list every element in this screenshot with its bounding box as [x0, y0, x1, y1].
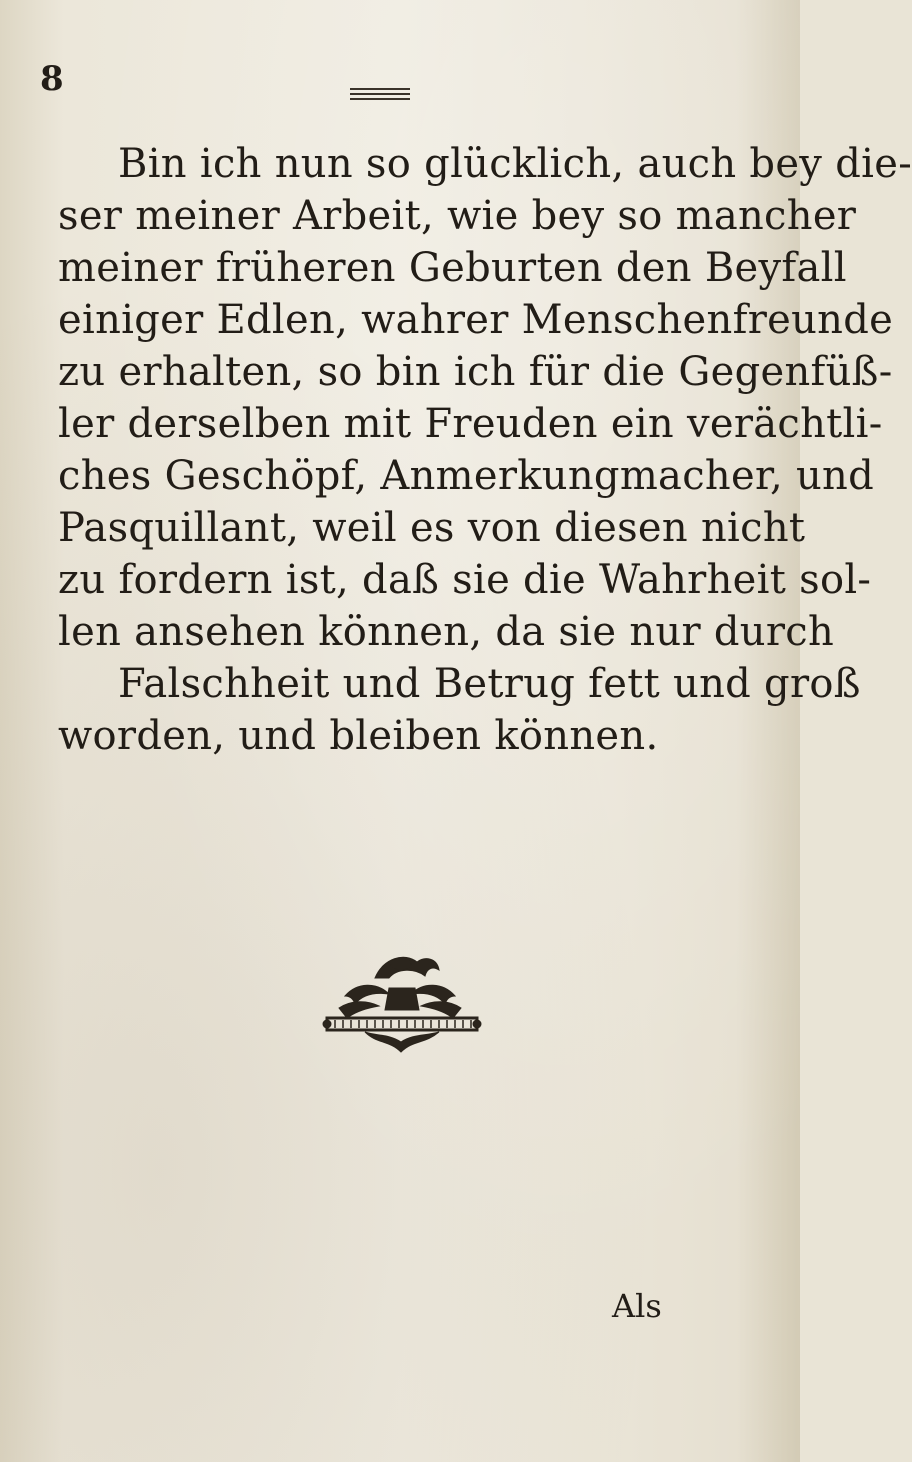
text-line: ches Geschöpf, Anmerkungmacher, und	[58, 453, 875, 499]
text-line: zu fordern ist, daß sie die Wahrheit sol-	[58, 557, 872, 603]
text-line: ler derselben mit Freuden ein verächtli-	[58, 401, 883, 447]
text-line: Pasquillant, weil es von diesen nicht	[58, 505, 806, 551]
printers-ornament-icon	[305, 948, 495, 1058]
text-line: meiner früheren Geburten den Beyfall	[58, 245, 847, 291]
text-line: Falschheit und Betrug fett und groß	[118, 661, 861, 707]
catchword: Als	[612, 1287, 662, 1325]
header-rule	[350, 88, 410, 102]
text-line: ser meiner Arbeit, wie bey so mancher	[58, 193, 857, 239]
text-line: Bin ich nun so glücklich, auch bey die-	[118, 141, 912, 187]
body-paragraph	[58, 138, 912, 762]
page-number: 8	[40, 59, 64, 99]
text-line: worden, und bleiben können.	[58, 713, 659, 759]
text-line: einiger Edlen, wahrer Menschenfreunde	[58, 297, 894, 343]
text-line: zu erhalten, so bin ich für die Gegenfüß-	[58, 349, 893, 395]
text-line: len ansehen können, da sie nur durch	[58, 609, 835, 655]
